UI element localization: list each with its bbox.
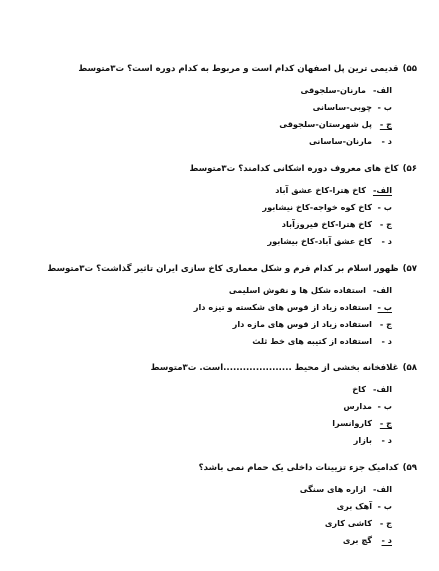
question-text: قدیمی ترین پل اصفهان کدام است و مربوط به کدام دوره است؟ ت۳متوسط <box>78 64 399 74</box>
option-letter-marked: ب - <box>377 302 392 312</box>
options-list <box>17 481 417 549</box>
option-letter: د - <box>381 236 392 246</box>
option-b <box>17 99 392 116</box>
option-text: بازار <box>353 435 372 445</box>
option-b <box>17 398 392 415</box>
question-text: ظهور اسلام بر کدام فرم و شکل معماری کاخ سازی ایران تاثیر گذاشت؟ ت۳متوسط <box>47 264 399 274</box>
option-a <box>17 182 392 199</box>
option-text: کاروانسرا <box>332 418 372 428</box>
option-c <box>17 515 392 532</box>
options-list <box>17 381 417 449</box>
option-letter: ج - <box>379 518 392 528</box>
option-text: کاخ کوه خواجه-کاخ نیشابور <box>262 202 372 212</box>
option-c <box>17 116 392 133</box>
option-letter: ب - <box>377 501 392 511</box>
options-list <box>17 182 417 250</box>
option-letter-marked: د - <box>381 535 392 545</box>
option-letter: د - <box>381 435 392 445</box>
option-letter: ب - <box>377 202 392 212</box>
option-letter: الف- <box>372 285 392 295</box>
option-letter: الف- <box>372 85 392 95</box>
question-line <box>17 462 417 475</box>
option-c <box>17 415 392 432</box>
option-text: ازاره های سنگی <box>299 484 366 494</box>
question-number: ۵۸) <box>402 363 417 373</box>
option-b <box>17 299 392 316</box>
option-text: مارنان-ساسانی <box>308 136 372 146</box>
question-line <box>17 163 417 176</box>
option-d <box>17 333 392 350</box>
question-text: کاخ های معروف دوره اشکانی کدامند؟ ت۳متوسط <box>189 164 399 174</box>
question-text: غلافخانه بخشی از محیط .....................است. ت۳متوسط <box>150 363 399 373</box>
option-text: استفاده از کتیبه های خط ثلث <box>252 336 372 346</box>
option-d <box>17 233 392 250</box>
question-number: ۵۷) <box>402 264 417 274</box>
option-a <box>17 282 392 299</box>
option-letter: ب - <box>377 102 392 112</box>
option-letter: ج - <box>379 219 392 229</box>
option-text: آهک بری <box>336 501 372 511</box>
option-letter: د - <box>381 336 392 346</box>
option-b <box>17 498 392 515</box>
option-letter-marked: ج - <box>379 418 392 428</box>
option-c <box>17 316 392 333</box>
option-text: کاخ هترا-کاخ عشق آباد <box>275 185 366 195</box>
option-b <box>17 199 392 216</box>
option-text: استفاده زیاد از قوس های شکسته و تیزه دار <box>193 302 372 312</box>
question-59 <box>17 462 417 549</box>
option-letter-marked: الف- <box>372 185 392 195</box>
option-d <box>17 432 392 449</box>
option-letter: ب - <box>377 401 392 411</box>
question-text: کدامیک جزء تزیینات داخلی یک حمام نمی باشد؟ <box>198 463 399 473</box>
question-line <box>17 263 417 276</box>
question-58 <box>17 362 417 449</box>
option-letter-marked: ج - <box>379 119 392 129</box>
option-a <box>17 82 392 99</box>
option-text: استفاده زیاد از قوس های مازه دار <box>232 319 372 329</box>
question-number: ۵۵) <box>402 64 417 74</box>
question-57 <box>17 263 417 350</box>
option-text: استفاده شکل ها و نقوش اسلیمی <box>228 285 366 295</box>
option-text: پل شهرستان-سلجوقی <box>279 119 372 129</box>
question-number: ۵۹) <box>402 463 417 473</box>
option-letter: الف- <box>372 384 392 394</box>
option-a <box>17 481 392 498</box>
question-56 <box>17 163 417 250</box>
option-text: گچ بری <box>342 535 372 545</box>
option-a <box>17 381 392 398</box>
option-text: کاشی کاری <box>324 518 372 528</box>
options-list <box>17 282 417 350</box>
question-line <box>17 362 417 375</box>
option-text: مارنان-سلجوقی <box>300 85 366 95</box>
option-text: مدارس <box>343 401 372 411</box>
question-55 <box>17 63 417 150</box>
option-text: کاخ <box>352 384 366 394</box>
option-letter: ج - <box>379 319 392 329</box>
option-text: کاخ هترا-کاخ فیروزآباد <box>281 219 372 229</box>
question-line <box>17 63 417 76</box>
option-c <box>17 216 392 233</box>
option-d <box>17 532 392 549</box>
question-number: ۵۶) <box>402 164 417 174</box>
option-d <box>17 133 392 150</box>
option-text: چوبی-ساسانی <box>312 102 372 112</box>
option-text: کاخ عشق آباد-کاخ بیشابور <box>267 236 372 246</box>
option-letter: د - <box>381 136 392 146</box>
option-letter: الف- <box>372 484 392 494</box>
options-list <box>17 82 417 150</box>
